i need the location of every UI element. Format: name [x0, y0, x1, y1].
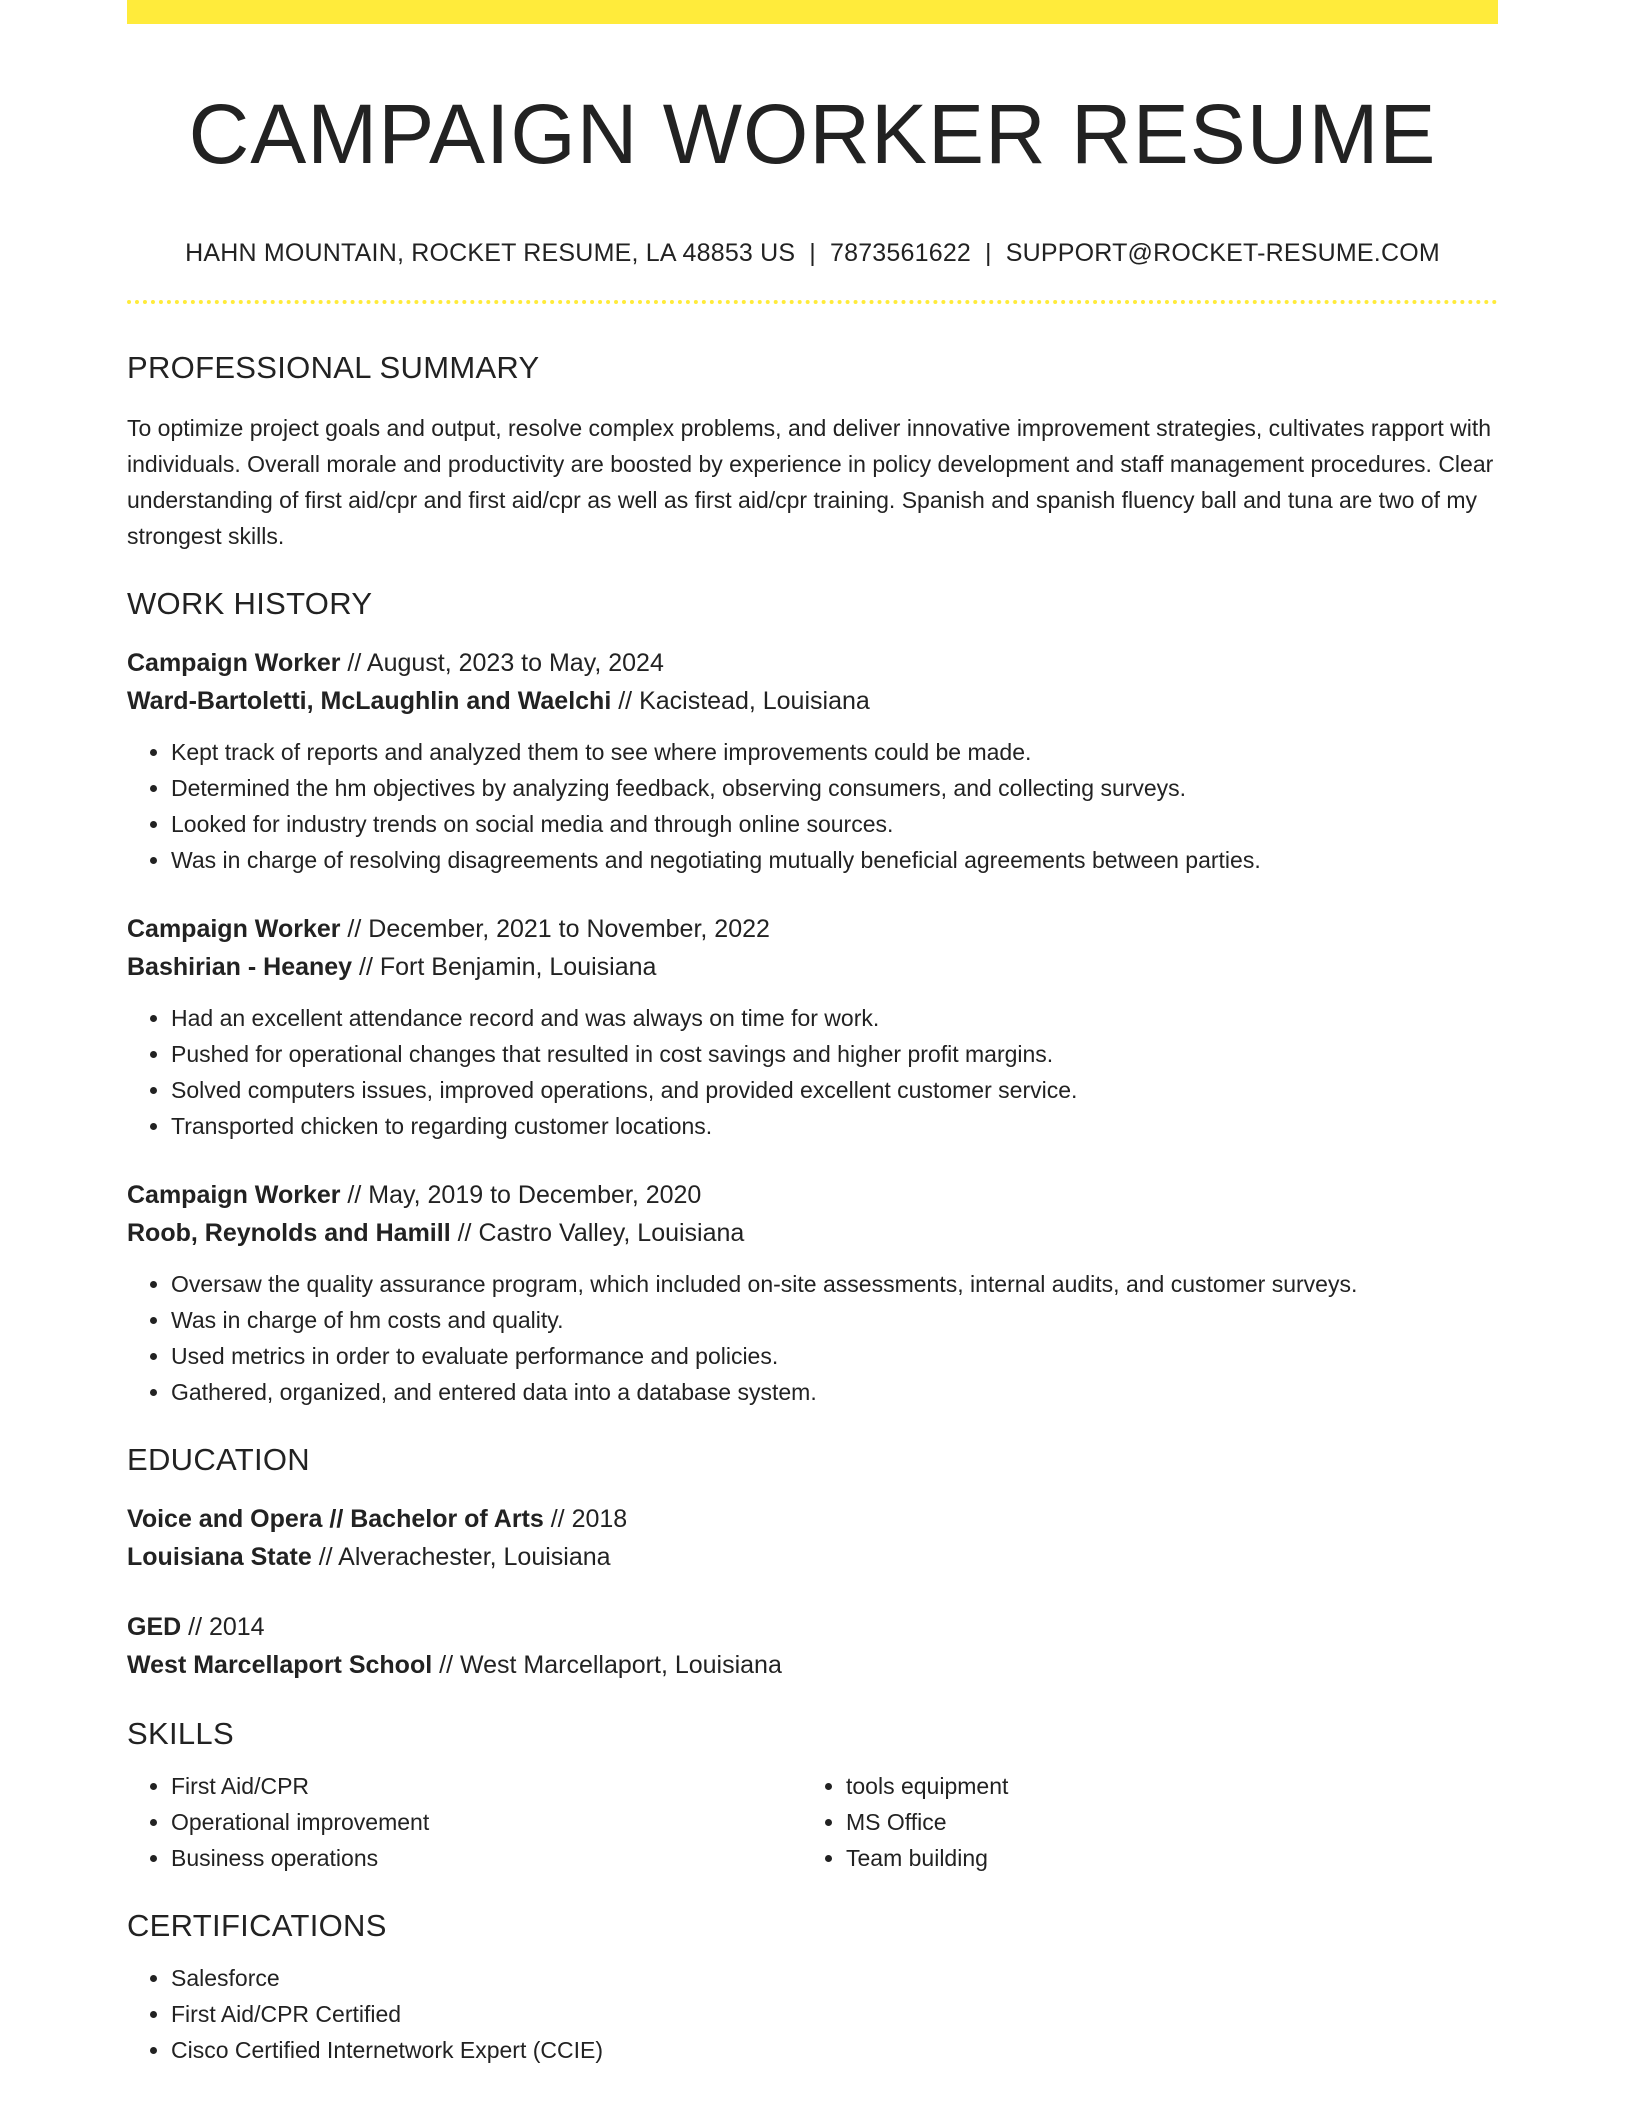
education-location: // Alverachester, Louisiana: [311, 1543, 611, 1571]
education-degree-line: [127, 1500, 1498, 1538]
job-company: Ward-Bartoletti, McLaughlin and Waelchi: [127, 687, 612, 715]
list-item: • Solved computers issues, improved operations, and provided excellent customer service.: [171, 1072, 1498, 1108]
resume-title: CAMPAIGN WORKER RESUME: [188, 87, 1437, 181]
list-item: • Business operations: [171, 1840, 802, 1876]
education-year: // 2018: [543, 1505, 628, 1533]
job-entry: [127, 644, 1498, 878]
job-company-line: [127, 1214, 1498, 1252]
job-company: Roob, Reynolds and Hamill: [127, 1219, 451, 1247]
job-title: Campaign Worker: [127, 649, 341, 677]
job-title-line: [127, 910, 1498, 948]
skills-columns: [127, 1768, 1498, 1876]
education-location: // West Marcellaport, Louisiana: [432, 1651, 782, 1679]
job-dates: // December, 2021 to November, 2022: [340, 915, 770, 943]
contact-separator: |: [985, 239, 992, 267]
contact-email: SUPPORT@ROCKET-RESUME.COM: [1005, 239, 1440, 267]
job-bullets: [127, 1266, 1498, 1410]
summary-text: To optimize project goals and output, resolve complex problems, and deliver innovative improvement strategies, cultivates rapport with individuals. Overall morale and productivity are boosted by experience in policy development and staff management procedures. Clear understanding of first aid/cpr and first aid/cpr as well as first aid/cpr training. Spanish and spanish fluency ball and tuna are two of my strongest skills.: [127, 415, 1494, 549]
certifications-list: [127, 1960, 1498, 2068]
job-location: // Fort Benjamin, Louisiana: [352, 953, 657, 981]
dotted-divider: [127, 300, 1498, 304]
list-item: • Was in charge of hm costs and quality.: [171, 1302, 1498, 1338]
skills-list: [802, 1768, 1477, 1876]
skills-column-left: [127, 1768, 802, 1876]
list-item: • Had an excellent attendance record and was always on time for work.: [171, 1000, 1498, 1036]
education-degree-line: [127, 1608, 1498, 1646]
job-company-line: [127, 948, 1498, 986]
job-dates: // August, 2023 to May, 2024: [340, 649, 664, 677]
job-entry: [127, 910, 1498, 1144]
list-item: • Was in charge of resolving disagreements and negotiating mutually beneficial agreements between parties.: [171, 842, 1498, 878]
resume-page: [127, 0, 1498, 2068]
education-degree: GED: [127, 1613, 182, 1641]
education-year: // 2014: [181, 1613, 265, 1641]
contact-address: HAHN MOUNTAIN, ROCKET RESUME, LA 48853 US: [185, 239, 796, 267]
list-item: • MS Office: [846, 1804, 1477, 1840]
job-location: // Kacistead, Louisiana: [611, 687, 870, 715]
contact-phone: 7873561622: [830, 239, 972, 267]
job-title: Campaign Worker: [127, 915, 341, 943]
job-title: Campaign Worker: [127, 1181, 341, 1209]
list-item: • Operational improvement: [171, 1804, 802, 1840]
list-item: • Pushed for operational changes that resulted in cost savings and higher profit margins.: [171, 1036, 1498, 1072]
section-heading-education: EDUCATION: [127, 1442, 310, 1477]
list-item: • Determined the hm objectives by analyzing feedback, observing consumers, and collecting surveys.: [171, 770, 1498, 806]
skills-column-right: [802, 1768, 1477, 1876]
section-heading-summary: PROFESSIONAL SUMMARY: [127, 350, 540, 385]
list-item: • Salesforce: [171, 1960, 1498, 1996]
education-school: West Marcellaport School: [127, 1651, 433, 1679]
education-school-line: [127, 1538, 1498, 1576]
list-item: • Cisco Certified Internetwork Expert (CCIE): [171, 2032, 1498, 2068]
education-school-line: [127, 1646, 1498, 1684]
list-item: • tools equipment: [846, 1768, 1477, 1804]
list-item: • Used metrics in order to evaluate performance and policies.: [171, 1338, 1498, 1374]
contact-line: [127, 238, 1498, 268]
education-entry: [127, 1500, 1498, 1576]
job-entry: [127, 1176, 1498, 1410]
job-bullets: [127, 1000, 1498, 1144]
job-bullets: [127, 734, 1498, 878]
job-location: // Castro Valley, Louisiana: [450, 1219, 745, 1247]
section-heading-skills: SKILLS: [127, 1716, 234, 1751]
job-dates: // May, 2019 to December, 2020: [340, 1181, 702, 1209]
contact-separator: |: [809, 239, 816, 267]
list-item: • Oversaw the quality assurance program, which included on-site assessments, internal audits, and customer surveys.: [171, 1266, 1498, 1302]
section-heading-work-history: WORK HISTORY: [127, 586, 373, 621]
job-company-line: [127, 682, 1498, 720]
education-school: Louisiana State: [127, 1543, 312, 1571]
list-item: • First Aid/CPR: [171, 1768, 802, 1804]
job-title-line: [127, 1176, 1498, 1214]
list-item: • Kept track of reports and analyzed them to see where improvements could be made.: [171, 734, 1498, 770]
education-degree: Voice and Opera // Bachelor of Arts: [127, 1505, 544, 1533]
job-company: Bashirian - Heaney: [127, 953, 353, 981]
list-item: • Looked for industry trends on social media and through online sources.: [171, 806, 1498, 842]
list-item: • First Aid/CPR Certified: [171, 1996, 1498, 2032]
section-heading-certifications: CERTIFICATIONS: [127, 1908, 387, 1943]
accent-top-bar: [127, 0, 1498, 24]
list-item: • Team building: [846, 1840, 1477, 1876]
list-item: • Gathered, organized, and entered data into a database system.: [171, 1374, 1498, 1410]
skills-list: [127, 1768, 802, 1876]
list-item: • Transported chicken to regarding customer locations.: [171, 1108, 1498, 1144]
job-title-line: [127, 644, 1498, 682]
education-entry: [127, 1608, 1498, 1684]
